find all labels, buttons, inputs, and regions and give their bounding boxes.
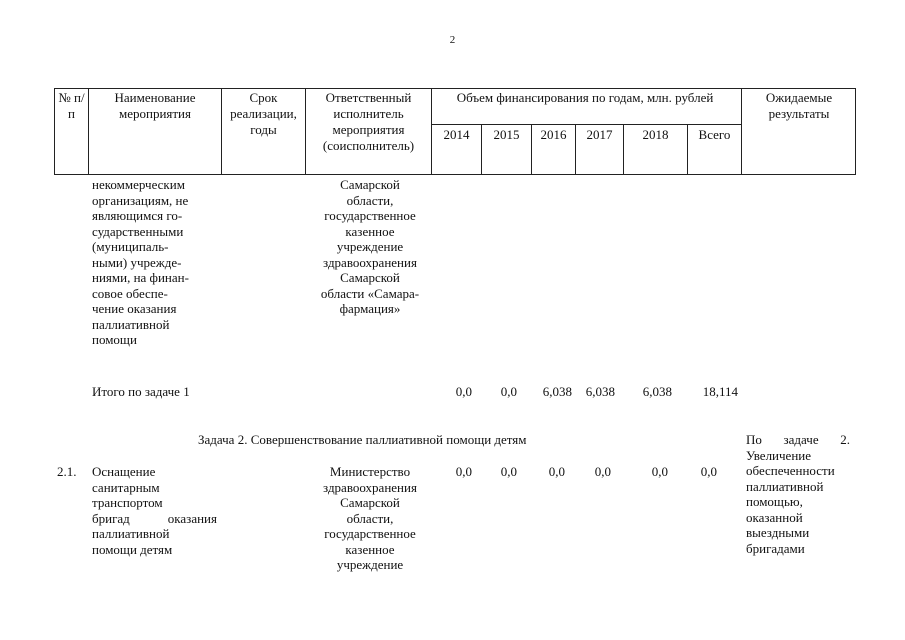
text-line: учреждение [336,239,404,254]
text-line: помощи [92,332,137,347]
row-2-1-no: 2.1. [57,464,77,479]
text-line: транспортом [92,495,163,510]
row-2-1-2015: 0,0 [500,464,517,479]
text-line: паллиативной [92,316,170,332]
text-line: Самарской [340,270,400,285]
total-task1-2014: 0,0 [455,384,472,399]
header-funding: Объем финансирования по годам, млн. рублей [456,90,714,105]
text-line: здравоохранения [323,479,417,495]
page-number: 2 [449,34,456,46]
text-line: паллиативной [92,526,170,541]
text-line: государственное [324,208,416,223]
text-line: помощи детям [92,541,173,557]
total-task1-2017: 6,038 [585,384,615,399]
text-line: санитарным [92,479,160,495]
header-year-2016: 2016 [540,127,567,142]
text-line: Министерство [329,464,411,479]
total-task1-2015: 0,0 [500,384,517,399]
text-line: выездными [746,525,810,540]
text-line: здравоохранения [323,254,417,270]
continued-row-executor [308,177,432,317]
continued-row-name [92,177,222,348]
row-2-1-2018: 0,0 [651,464,668,479]
text-line: чение оказания [92,301,177,316]
text-line: фармация» [339,301,401,316]
row-2-1-2014: 0,0 [455,464,472,479]
total-task1-2016: 6,038 [542,384,572,399]
text-line: области, [346,510,394,526]
header-year-total: Всего [698,127,731,142]
text-line: (муниципаль- [92,239,169,254]
text-line: оказанной [746,509,803,525]
text-line: учреждение [336,557,404,572]
task2-title: Задача 2. Совершенствование паллиативной помощи детям [198,432,527,447]
text-line: области, [346,192,394,208]
text-line: бригадами [746,540,805,556]
total-task1-2018: 6,038 [642,384,672,399]
row-2-1-name [92,464,217,557]
text-line: ниями, на финан- [92,270,189,285]
text-line: казенное [345,541,395,557]
row-2-1-2016: 0,0 [548,464,565,479]
header-year-2017: 2017 [586,127,613,142]
header-results: Ожидаемые результаты [765,90,833,121]
word: бригад [92,510,130,526]
text-line: обеспеченности [746,463,835,478]
word: оказания [167,510,217,526]
text-line: паллиативной [746,478,824,494]
header-no: № п/п [58,90,85,121]
text-line: являющимся го- [92,208,183,223]
header-year-2014: 2014 [443,127,470,142]
text-line [746,432,850,448]
total-task1-label: Итого по задаче 1 [92,384,190,399]
word: По [746,432,762,447]
row-2-1-executor [308,464,432,573]
header-name: Наименование мероприятия [114,90,196,121]
text-line: Оснащение [92,464,156,479]
header-term: Срок реализации, годы [230,90,297,137]
word: 2. [840,432,850,447]
text-line: организациям, не [92,192,189,208]
text-line: казенное [345,223,395,239]
task2-result [746,432,850,556]
header-year-2015: 2015 [493,127,520,142]
header-executor: Ответственный исполнитель мероприятия (соисполнитель) [322,90,415,153]
row-2-1-total: 0,0 [700,464,717,479]
text-line: помощью, [746,494,803,509]
text-line: области «Самара- [320,285,420,301]
header-year-2018: 2018 [642,127,669,142]
table-header [54,88,856,175]
text-line: Самарской [340,177,400,192]
text-line: ными) учрежде- [92,254,182,270]
total-task1-total: 18,114 [702,384,738,399]
row-2-1-2017: 0,0 [594,464,611,479]
text-line: сударственными [92,223,184,239]
text-line: совое обеспе- [92,285,168,301]
text-line: государственное [324,526,416,541]
text-line: некоммерческим [92,177,185,192]
text-line [92,511,217,527]
text-line: Увеличение [746,447,812,463]
text-line: Самарской [340,495,400,510]
word: задаче [783,432,819,447]
